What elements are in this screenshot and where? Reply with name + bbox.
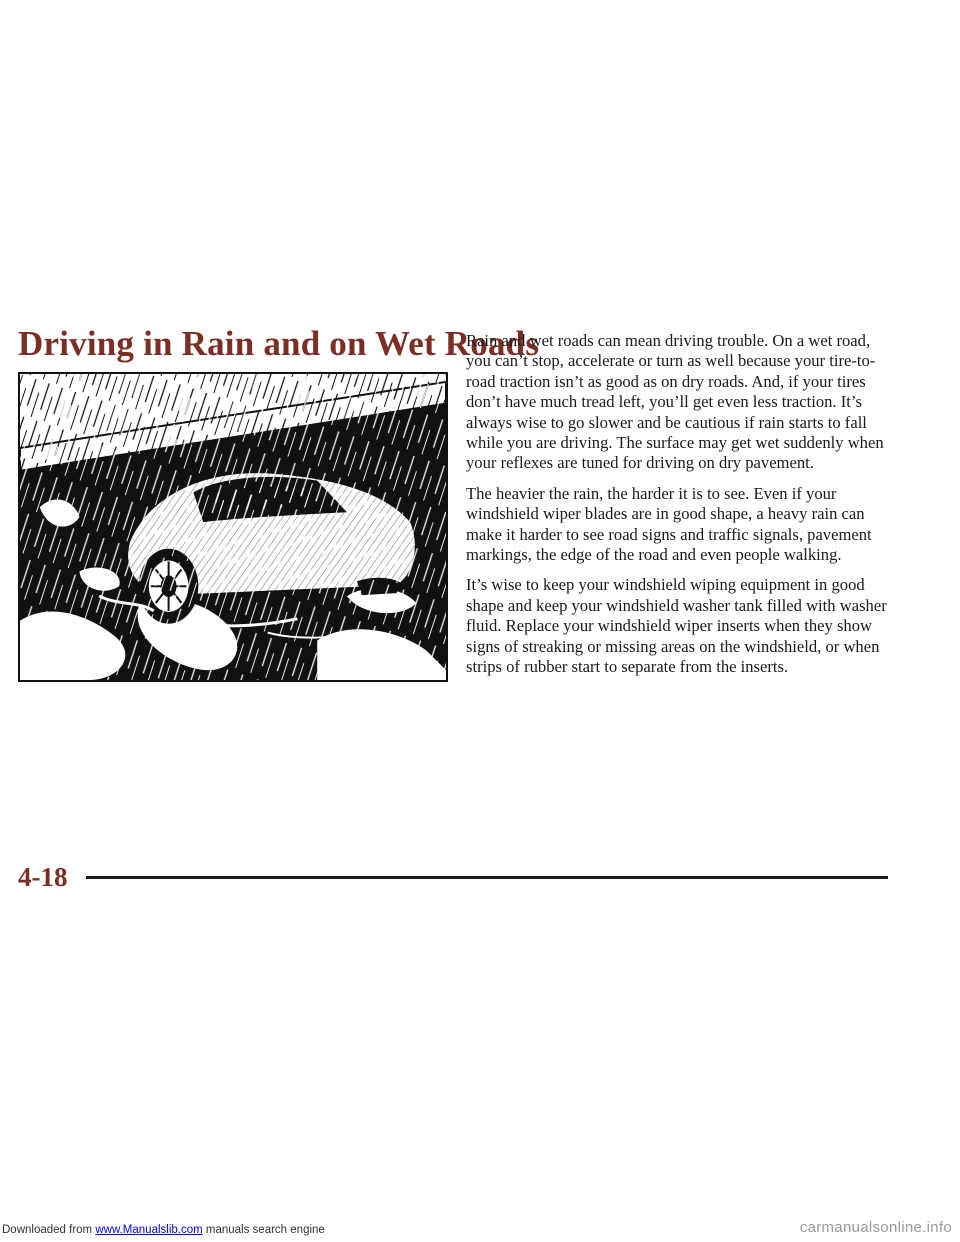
footer-rule (86, 876, 888, 879)
page-number: 4-18 (18, 862, 68, 892)
car-in-rain-drawing (20, 374, 446, 680)
paragraph-heavy-rain: The heavier the rain, the harder it is to see. Even if your windshield wiper blades are in good shape, a heavy rain can make it harder to see road signs and traffic signals, pavement markings, the edge of the road and even people walking. (466, 483, 872, 565)
download-footer-prefix: Downloaded from (2, 1224, 96, 1236)
download-footer-suffix: manuals search engine (202, 1224, 325, 1236)
manualslib-link[interactable]: www.Manualslib.com (95, 1224, 203, 1236)
body-text (466, 331, 896, 688)
paragraph-wiper-maintenance: It’s wise to keep your windshield wiping equipment in good shape and keep your windshield washer tank filled with washer fluid. Replace your windshield wiper inserts when they show signs of streaking or missing areas on the windshield, or when strips of rubber start to separate from the inserts. (466, 575, 887, 677)
watermark: carmanualsonline.info (799, 1219, 952, 1236)
illustration-car-in-rain (18, 372, 448, 682)
download-footer (2, 1224, 325, 1236)
page-title: Driving in Rain and on Wet Roads (18, 324, 540, 363)
paragraph-wet-roads: Rain and wet roads can mean driving trouble. On a wet road, you can’t stop, accelerate or turn as well because your tire-to-road traction isn’t as good as on dry roads. And, if your tires don’t have much tread left, you’ll get even less traction. It’s always wise to go slower and be cautious if rain starts to fall while you are driving. The surface may get wet suddenly when your reflexes are tuned for driving on dry pavement. (466, 331, 884, 473)
